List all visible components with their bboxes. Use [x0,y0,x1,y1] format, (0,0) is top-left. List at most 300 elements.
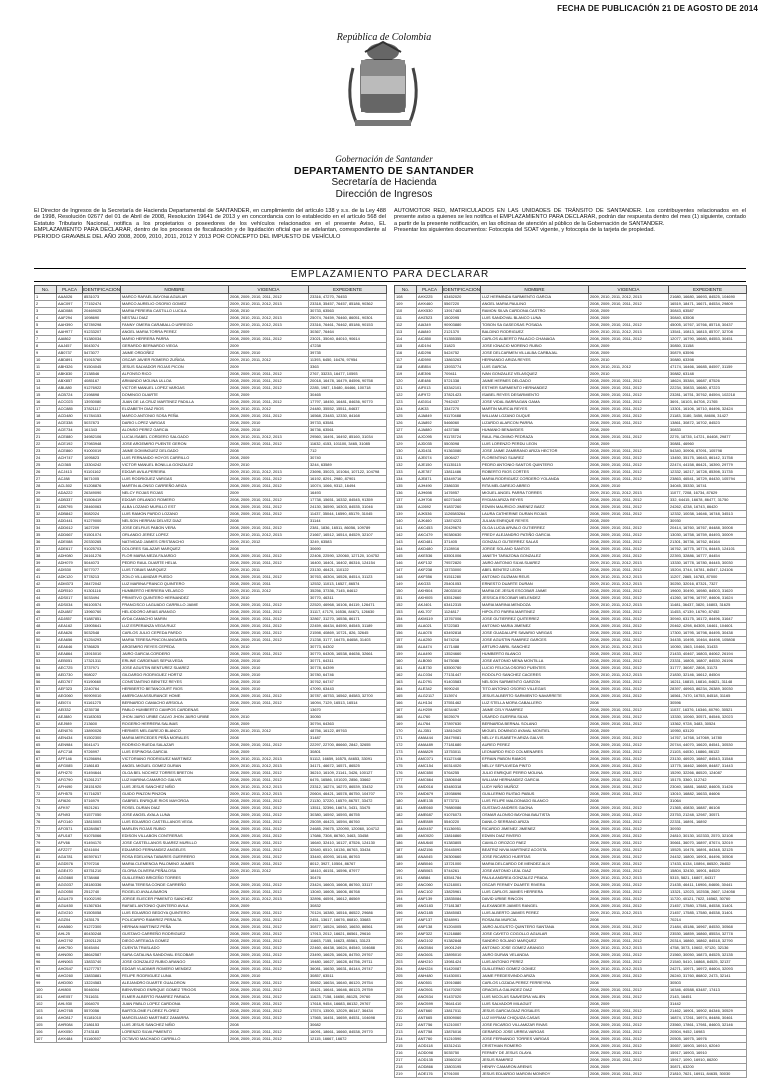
cell-vigencia: 2008, 2009, 2010, 2011, 2012 [589,931,669,938]
table-row [395,903,747,910]
cell-placa: ANH210 [417,959,443,966]
cell-placa: AJK536 [417,511,443,518]
table-row [395,350,747,357]
table-row [35,539,387,546]
cell-vigencia: 2008, 2009, 2010, 2011, 2012 [589,1008,669,1015]
table-row [35,679,387,686]
cell-nombre: LUZ ESPERANZA VEGA RUIZ [121,623,229,630]
cell-vigencia: 2008, 2009, 2010, 2011, 2012 [589,826,669,833]
cell-nombre: JESUS RAMIREZ [481,1057,589,1064]
cell-expediente: 16400, 16401, 16402, 86316, 124154 [309,560,387,567]
cell-placa: AMC650 [417,770,443,777]
cell-identificacion: 13933774 [443,364,481,371]
cell-no: 174 [395,756,417,763]
cell-nombre: JOSE CASTELLANOS SUAREZ MURILLO [121,840,229,847]
cell-identificacion: 13811486 [443,469,481,476]
cell-placa: ANG601 [417,952,443,959]
cell-placa: ALA078 [417,630,443,637]
cell-identificacion: 13917483 [443,308,481,315]
cell-identificacion: 5424752 [443,350,481,357]
table-row [35,623,387,630]
cell-no: 100 [35,987,57,994]
cell-identificacion: 26161276 [83,553,121,560]
cell-vigencia: 2008 [589,798,669,805]
cell-nombre: LUIS CARLOS JAIMES HERRERA [481,889,589,896]
cell-expediente: 23021, 35040, 84010, 90614 [309,336,387,343]
col-header-identificacion: IDENTIFICACION [83,287,121,292]
table-row [395,861,747,868]
cell-expediente: 30877, 16524, 16560, 16630, 86561 [309,924,387,931]
cell-expediente: 21435, 46411, 16906, 84606, 30441 [669,882,747,889]
cell-expediente: 17300, 16795, 16798, 84495, 30438 [669,630,747,637]
cell-expediente: 11393, 6450, 16476, 97954 [309,357,387,364]
cell-no: 184 [395,826,417,833]
cell-expediente: 20505, 16975, 16976 [669,1036,747,1043]
cell-expediente: 23424, 16603, 16608, 86760, 33117 [309,882,387,889]
cell-nombre: FANNY OMERA CARABALLO URREGO [121,322,229,329]
cell-vigencia: 2008, 2009, 2010, 2011, 2012 [229,504,309,511]
cell-expediente: 24480, 35552, 15511, 84637 [309,406,387,413]
cell-nombre: POLICARPO RAMIREZ PERALTA [121,917,229,924]
table-row [35,826,387,833]
cell-placa: AKD480 [417,546,443,553]
table-row [395,322,747,329]
table-row [35,651,387,658]
table-row [35,686,387,693]
table-row [395,875,747,882]
cell-placa: AEB051 [57,658,83,665]
cell-placa: AED730 [57,672,83,679]
cell-vigencia: 2009 [229,343,309,350]
cell-vigencia: 2009, 2010, 2011, 2012, 2013 [589,581,669,588]
cell-expediente: 30762, 64747 [309,679,387,686]
cell-placa: AHO765 [57,1008,83,1015]
cell-expediente: 13010, 16882, 16633, 84606 [669,791,747,798]
cell-nombre: ANGEL MARIA TORRA PEREZ [121,329,229,336]
cell-placa: AGD576 [57,861,83,868]
cell-identificacion: 5046004 [83,987,121,994]
cell-vigencia: 2008, 2009, 2010, 2011, 2012 [229,413,309,420]
table-row [395,546,747,553]
cell-nombre: GUSTAVO ANDRES GAONA [481,805,589,812]
cell-expediente: 30930 [669,826,747,833]
cell-vigencia: 2008, 2009, 2010, 2011, 2012 [589,882,669,889]
cell-expediente: 30794, 64363 [309,721,387,728]
cell-placa: ANC060 [417,882,443,889]
cell-no: 168 [395,714,417,721]
cell-expediente: 15175, 3360, 112742 [669,777,747,784]
cell-nombre: TITO ANTONIO OSORIO VILLEGAS [481,686,589,693]
table-row [35,294,387,301]
cell-placa: ANG183 [417,903,443,910]
cell-identificacion: 90909010 [83,693,121,700]
cell-no: 65 [35,742,57,749]
cell-vigencia: 2008, 2009, 2010, 2011, 2012 [229,945,309,952]
cell-vigencia: 2008, 2009, 2010, 2011, 2012 [229,623,309,630]
cell-no: 28 [35,483,57,490]
cell-expediente: 30882, 63148 [669,371,747,378]
cell-placa: ACL502 [57,483,83,490]
cell-vigencia: 2009, 2010 [229,714,309,721]
cell-placa: ADK120 [57,574,83,581]
cell-identificacion: 2198898 [83,392,121,399]
cell-vigencia: 2009, 2010, 2011, 2012, 2013 [589,574,669,581]
cell-identificacion: 91403583 [443,679,481,686]
cell-expediente: 2276, 18735, 14721, 84408, 29877 [669,434,747,441]
cell-vigencia: 2008, 2009, 2010, 2011, 2012 [229,854,309,861]
cell-placa: ANH224 [417,966,443,973]
cell-nombre: GUSTAVO CARREÑO RODRIGUEZ [121,931,229,938]
cell-nombre: PRIMITIVO QUINTERO HERNANDEZ [121,595,229,602]
cell-vigencia: 2008, 2009, 2010, 2011, 2012 [589,546,669,553]
table-row [35,658,387,665]
cell-placa: AMC664 [417,777,443,784]
cell-vigencia: 2008 [589,980,669,987]
cell-no: 56 [35,679,57,686]
table-row [395,644,747,651]
cell-no: 191 [395,875,417,882]
cell-vigencia: 2008, 2009, 2010, 2011, 2012 [589,553,669,560]
cell-expediente: 10074, 1066, 9312, 16494 [309,483,387,490]
cell-placa: AHR084 [57,1022,83,1029]
cell-no: 194 [395,896,417,903]
cell-nombre: PEDRO RAUL DUARTE HELIA [121,560,229,567]
cell-no: 120 [395,378,417,385]
col-header-identificacion: IDENTIFICACION [443,287,481,292]
cell-nombre: ROSEL DURAN DIAZ [121,805,229,812]
cell-expediente: 13670 [309,707,387,714]
cell-expediente: 30843, 63587 [669,308,747,315]
cell-identificacion: 79572820 [443,560,481,567]
cell-vigencia: 2008, 2009, 2010, 2011, 2012 [589,679,669,686]
table-row [395,525,747,532]
cell-placa: AKF556 [417,574,443,581]
cell-placa: AFZ277 [57,847,83,854]
table-row [35,518,387,525]
cell-no: 209 [395,1001,417,1008]
table-row [35,1015,387,1022]
cell-placa: ALA474 [417,644,443,651]
cell-no: 129 [395,441,417,448]
cell-placa: AGA781 [57,854,83,861]
cell-vigencia: 2008, 2009, 2010, 2011, 2012 [229,399,309,406]
cell-identificacion: 13560210 [443,1057,481,1064]
table-row [35,406,387,413]
table-row [395,441,747,448]
cell-expediente: 47238 [309,343,387,350]
cell-vigencia: 2008, 2009 [589,728,669,735]
table-row [395,952,747,959]
cell-nombre: HERIBERTO BETANCOURT RIOS [121,686,229,693]
cell-identificacion: 20330265 [83,539,121,546]
cell-no: 171 [395,735,417,742]
cell-no: 51 [35,644,57,651]
cell-placa: AFK97 [57,805,83,812]
cell-no: 50 [35,637,57,644]
cell-placa: ANG102 [417,938,443,945]
cell-vigencia: 2008, 2009, 2010, 2011, 2012 [589,539,669,546]
cell-nombre: ANGEL MARIA PAULINO [481,301,589,308]
table-row [395,1015,747,1022]
cell-placa: AHX460 [417,301,443,308]
cell-vigencia: 2008, 2009, 2010, 2011, 2012 [589,378,669,385]
cell-vigencia: 2008, 2009, 2010 [589,483,669,490]
cell-nombre: ERNESTO DUARTE DURAN [481,581,589,588]
cell-nombre: VICTOR MANUEL BONILLA GONZALEZ [121,462,229,469]
cell-vigencia: 2008, 2009, 2010, 2011, 2012 [229,931,309,938]
cell-expediente: 21484, 45186, 16967, 84530, 30568 [669,924,747,931]
cell-no: 16 [35,399,57,406]
cell-nombre: OSCAR JAVIER ROMERO ZUÑIGA [121,357,229,364]
table-row [35,602,387,609]
cell-identificacion: 91233207 [83,329,121,336]
secretaria-name: Secretaría de Hacienda [331,177,437,188]
cell-expediente: 31442 [669,1001,747,1008]
cell-placa: AHZ523 [417,315,443,322]
col-header-no: No. [395,286,417,294]
cell-nombre: FELIPE RODRIGUEZ LUNA [121,973,229,980]
direccion-name: Dirección de Ingresos [335,189,433,200]
cell-identificacion: 91210590 [443,1036,481,1043]
cell-nombre: EDWIN MAURICIO JIMENEZ BAEZ [481,504,589,511]
cell-identificacion: 25401053 [443,581,481,588]
cell-vigencia: 2008, 2009, 2010, 2011, 2012 [229,693,309,700]
cell-placa: ABX857 [57,378,83,385]
table-row [35,371,387,378]
cell-identificacion: 5045404 [83,945,121,952]
table-row [35,560,387,567]
table-row [395,616,747,623]
table-row [395,420,747,427]
cell-vigencia: 2008, 2009, 2010, 2011, 2012 [589,1015,669,1022]
cell-expediente: 2285, 1987, 15480, 84466, 100718 [309,385,387,392]
table-row [35,469,387,476]
cell-vigencia: 2008, 2009, 2010, 2011, 2012 [229,847,309,854]
cell-no: 89 [35,910,57,917]
cell-no: 157 [395,637,417,644]
table-row [395,924,747,931]
cell-vigencia: 2009, 2010, 2011, 2012, 2013 [589,966,669,973]
cell-placa: AFH575 [57,791,83,798]
cell-identificacion: 91170488 [443,413,481,420]
cell-no: 177 [395,777,417,784]
cell-vigencia: 2008, 2009, 2010, 2011, 2012 [589,707,669,714]
cell-nombre: AYDA CAMACHO MARIN [121,616,229,623]
cell-nombre: GERARDO BERNARDO VIEGA [121,343,229,350]
cell-identificacion: 28180336 [83,882,121,889]
cell-no: 219 [395,1071,417,1078]
cell-identificacion: 13733000 [443,567,481,574]
cell-nombre: LUIS NICOLAS SAAVEDRA VALIEN [481,994,589,1001]
cell-vigencia: 2008, 2009, 2010, 2011, 2012 [229,294,309,301]
cell-expediente: 20604, 46421, 16578, 86750, 104707 [309,791,387,798]
cell-vigencia: 2008, 2009, 2010, 2011, 2012 [589,497,669,504]
cell-no: 136 [395,490,417,497]
cell-identificacion: 28151920 [83,784,121,791]
cell-identificacion: 91470200 [443,987,481,994]
cell-no: 216 [395,1050,417,1057]
cell-identificacion: 91181010 [83,1015,121,1022]
cell-identificacion: 91256694 [83,756,121,763]
cell-identificacion: 4437386 [443,427,481,434]
cell-vigencia: 2008, 2009, 2010, 2011, 2012 [589,938,669,945]
cell-identificacion: 91511280 [443,574,481,581]
cell-no: 162 [395,672,417,679]
cell-identificacion: 4171488 [443,644,481,651]
table-row [395,539,747,546]
cell-expediente: 12115, 16667, 16672 [309,1036,387,1043]
cell-identificacion: 6241604 [83,847,121,854]
cell-placa: ADD667 [57,532,83,539]
cell-vigencia: 2008, 2009, 2010, 2011, 2012 [589,588,669,595]
cell-expediente: 30380, 16592, 16593, 86755 [309,812,387,819]
table-header-row [35,286,387,294]
cell-placa: ABK830 [57,371,83,378]
cell-placa: ANF139 [417,896,443,903]
cell-no: 76 [35,819,57,826]
cell-placa: AAC097 [57,301,83,308]
cell-placa: ACC885 [57,406,83,413]
cell-identificacion: 5475086 [443,658,481,665]
table-row [395,812,747,819]
cell-no: 142 [395,532,417,539]
cell-vigencia: 2008, 2009, 2010 [229,658,309,665]
cell-vigencia: 2008, 2009, 2010, 2011, 2012 [589,840,669,847]
cell-expediente: 8012, 3927, 10504, 86767 [309,861,387,868]
cell-expediente: 35256, 37336, 7145, 84612 [309,588,387,595]
table-row [35,427,387,434]
table-row [395,672,747,679]
cell-nombre: ERLINE CARDENAS SEPULVEDA [121,658,229,665]
cell-identificacion: 1476957 [443,490,481,497]
cell-no: 98 [35,973,57,980]
cell-expediente: 15421, 16641, 16646, 86123, 29759 [309,987,387,994]
table-row [395,434,747,441]
cell-expediente: 16211, 16815, 16816, 84621, 31148 [669,679,747,686]
cell-no: 19 [35,420,57,427]
table-row [395,560,747,567]
cell-vigencia: 2008, 2009, 2010 [229,427,309,434]
cell-expediente: 30879, 63596 [669,350,747,357]
cell-placa: AJJ692 [417,504,443,511]
cell-no: 200 [395,938,417,945]
cell-no: 42 [35,581,57,588]
cell-no: 48 [35,623,57,630]
cell-expediente: 13775, 16462, 16669, 84487, 31443 [669,763,747,770]
cell-nombre: LUIS ALBERTO JAIMES PEREZ [481,910,589,917]
cell-identificacion: 161343 [83,427,121,434]
cell-expediente: 30367, 76464 [309,329,387,336]
cell-placa: AJE787 [417,469,443,476]
cell-placa: ALG2117 [417,693,443,700]
cell-nombre: CAMILO OROZCO PAEZ [481,840,589,847]
cell-vigencia: 2008, 2009, 2010, 2011, 2012 [589,651,669,658]
cell-identificacion: 13524660 [443,651,481,658]
cell-expediente: 24262, 4238, 16743, 86420 [669,504,747,511]
cell-expediente: 23490, 16625, 16626, 84750, 29767 [309,952,387,959]
cell-no: 1 [35,294,57,301]
table-row [395,707,747,714]
cell-expediente: 15917, 1090, 16910, 86200 [669,1057,747,1064]
table-row [395,1029,747,1036]
cell-nombre: JOSE RICARDO HUERTAS [481,854,589,861]
cell-placa: AFO571 [57,826,83,833]
cell-expediente: 15204, 3744, 16781, 84547, 124106 [669,567,747,574]
cell-vigencia: 2009 [229,490,309,497]
cell-identificacion: 13863263 [443,357,481,364]
cell-vigencia: 2009, 2010, 2011, 2012, 2013 [229,756,309,763]
cell-nombre: ZOILO VILLAMIZAR PUEDO [121,574,229,581]
table-row [35,476,387,483]
cell-vigencia: 2008, 2009, 2010, 2011, 2012 [589,784,669,791]
cell-expediente: 6476, 16586, 101020, 2856, 33662 [309,777,387,784]
cell-identificacion: 91025703 [83,546,121,553]
cell-placa: ADJ857 [57,616,83,623]
table-row [395,756,747,763]
cell-placa: ALA250 [417,637,443,644]
cell-expediente: 24432, 16800, 16901, 84496, 30508 [669,854,747,861]
cell-vigencia: 2008, 2010, 2011, 2012, 2013 [229,315,309,322]
cell-vigencia: 2008, 2009, 2010, 2011, 2012 [589,469,669,476]
table-row [395,721,747,728]
cell-placa: ADB842 [57,511,83,518]
cell-vigencia: 2008, 2009, 2010, 2011, 2012 [589,959,669,966]
cell-placa: ACH747 [57,455,83,462]
table-row [35,1001,387,1008]
cell-no: 95 [35,952,57,959]
table-row [395,791,747,798]
cell-no: 111 [395,315,417,322]
cell-no: 41 [35,574,57,581]
cell-identificacion: 313974 [443,693,481,700]
cell-identificacion: 63541784 [443,875,481,882]
cell-identificacion: 13938696 [443,791,481,798]
cell-expediente: 17433, 6134, 10894, 86520, 26452 [669,861,747,868]
cell-nombre: ARMANDO MOLINA ULLOA [121,378,229,385]
cell-identificacion: 5716979 [83,798,121,805]
table-row [35,945,387,952]
cell-identificacion: 5033494 [83,595,121,602]
cell-no: 118 [395,364,417,371]
cell-expediente: 16192, 8291, 2980, 87901 [309,476,387,483]
cell-vigencia: 2008, 2009, 2010, 2011, 2012 [589,854,669,861]
cell-vigencia: 2008, 2009, 2010, 2011, 2012 [589,616,669,623]
cell-placa: AOD135 [417,1057,443,1064]
cell-identificacion: 5077077 [83,567,121,574]
cell-no: 145 [395,553,417,560]
cell-expediente: 22520, 46968, 16106, 84119, 126471 [309,602,387,609]
table-row [35,546,387,553]
cell-placa: ANF138 [417,924,443,931]
cell-expediente: 31144 [309,518,387,525]
table-row [395,798,747,805]
table-row [35,777,387,784]
table-row [35,553,387,560]
cell-expediente: 30780, 64746 [309,672,387,679]
table-row [35,441,387,448]
cell-nombre: LUZ MARINA CAMARGO GALVIS [121,777,229,784]
cell-vigencia: 2008, 2009, 2010, 2011, 2012 [589,896,669,903]
cell-placa: AJK460 [417,518,443,525]
cell-placa: ALE342 [417,686,443,693]
cell-expediente: 36210, 16109, 21141, 3426, 100127 [309,770,387,777]
cell-nombre: JULIO ENRIQUE PERRO MOLINA [481,770,589,777]
cell-identificacion: 13910880 [443,980,481,987]
cell-vigencia: 2008, 2009, 2010, 2011, 2012 [229,476,309,483]
cell-expediente: 13541, 10813, 16815, 85707, 32708 [669,329,747,336]
cell-placa: ADH080 [57,553,83,560]
cell-no: 208 [395,994,417,1001]
